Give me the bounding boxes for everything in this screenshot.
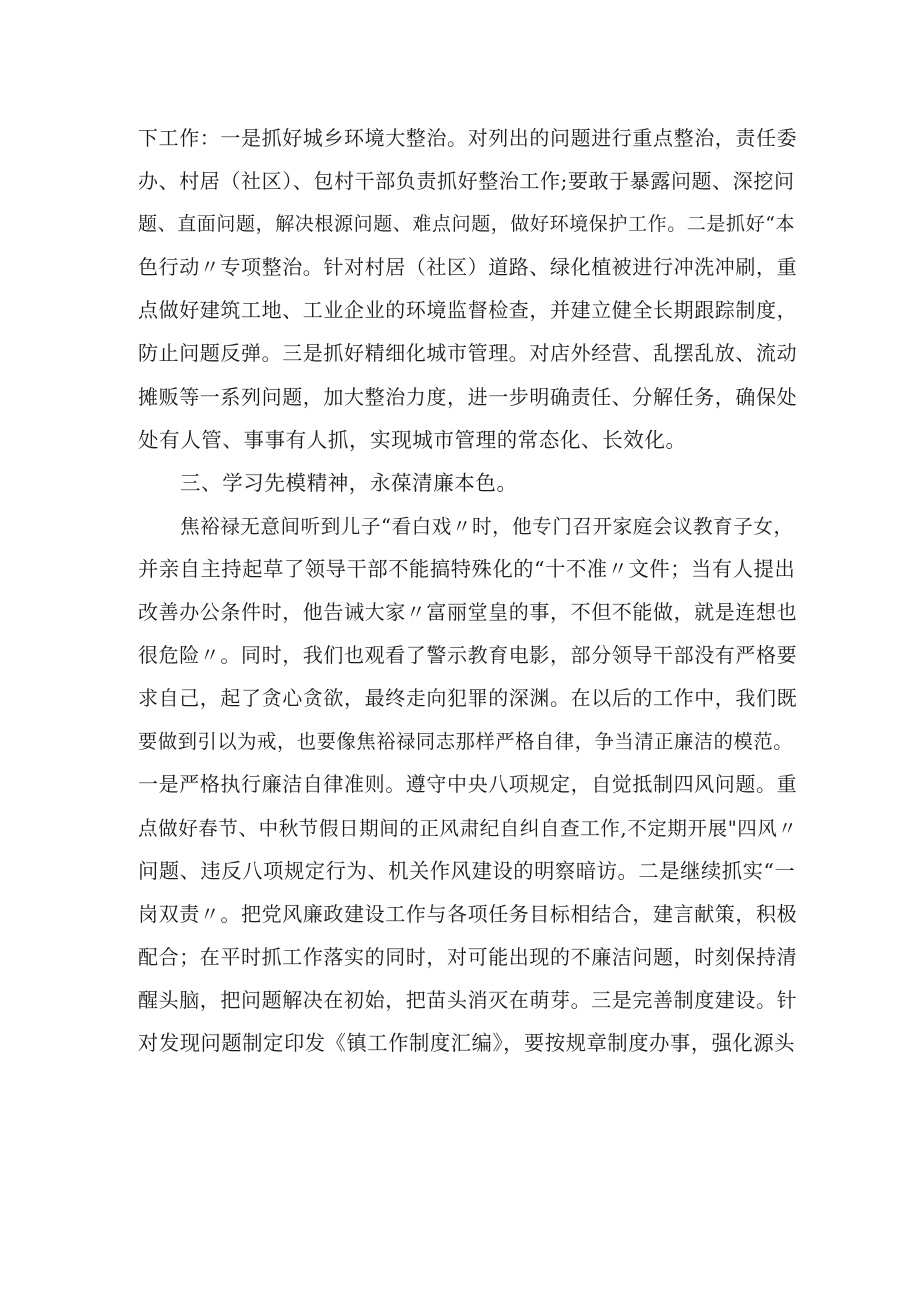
section-heading: 三、学习先模精神，永葆清廉本色。 (180, 470, 518, 495)
text-line: 改善办公条件时，他告诫大家〃富丽堂皇的事，不但不能做，就是连想也 (138, 600, 798, 625)
text-line: 对发现问题制定印发《镇工作制度汇编》，要按规章制度办事，强化源头 (138, 1030, 796, 1055)
text-line: 醒头脑，把问题解决在初始，把苗头消灭在萌芽。三是完善制度建设。针 (138, 987, 798, 1012)
text-line: 题、直面问题，解决根源问题、难点问题，做好环境保护工作。二是抓好“本 (138, 213, 796, 236)
text-line: 下工作：一是抓好城乡环境大整治。对列出的问题进行重点整治，责任委 (138, 126, 798, 150)
text-line: 处有人管、事事有人抓，实现城市管理的常态化、长效化。 (138, 427, 687, 452)
text-line: 岗双责〃。把党风廉政建设工作与各项任务目标相结合，建言献策，积极 (138, 901, 798, 926)
text-line: 求自己，起了贪心贪欲，最终走向犯罪的深渊。在以后的工作中，我们既 (138, 686, 798, 711)
text-line: 并亲自主持起草了领导干部不能搞特殊化的“十不准〃文件；当有人提出 (138, 556, 796, 581)
text-line: 摊贩等一系列问题，加大整治力度，进一步明确责任、分解任务，确保处 (138, 384, 798, 409)
text-line: 色行动〃专项整治。针对村居（社区）道路、绿化植被进行冲洗冲刷，重 (138, 255, 798, 280)
text-line: 配合；在平时抓工作落实的同时，对可能出现的不廉洁问题，时刻保持清 (138, 944, 798, 969)
body-text (138, 117, 798, 1065)
text-line: 点做好春节、中秋节假日期间的正风肃纪自纠自查工作,不定期开展"四风〃 (138, 816, 798, 840)
text-line: 一是严格执行廉洁自律准则。遵守中央八项规定，自觉抵制四风问题。重 (138, 772, 798, 797)
text-line: 防止问题反弹。三是抓好精细化城市管理。对店外经营、乱摆乱放、流动 (138, 341, 798, 366)
text-line: 很危险〃。同时，我们也观看了警示教育电影，部分领导干部没有严格要 (138, 643, 798, 668)
text-line: 焦裕禄无意间听到儿子“看白戏〃时，他专门召开家庭会议教育子女， (180, 514, 794, 538)
text-line: 问题、违反八项规定行为、机关作风建设的明察暗访。二是继续抓实“一 (138, 858, 796, 883)
text-line: 要做到引以为戒，也要像焦裕禄同志那样严格自律，争当清正廉洁的模范。 (138, 730, 794, 754)
text-line: 点做好建筑工地、工业企业的环境监督检查，并建立健全长期跟踪制度， (138, 298, 798, 323)
text-line: 办、村居（社区）、包村干部负责抓好整治工作;要敢于暴露问题、深挖问 (138, 169, 795, 194)
